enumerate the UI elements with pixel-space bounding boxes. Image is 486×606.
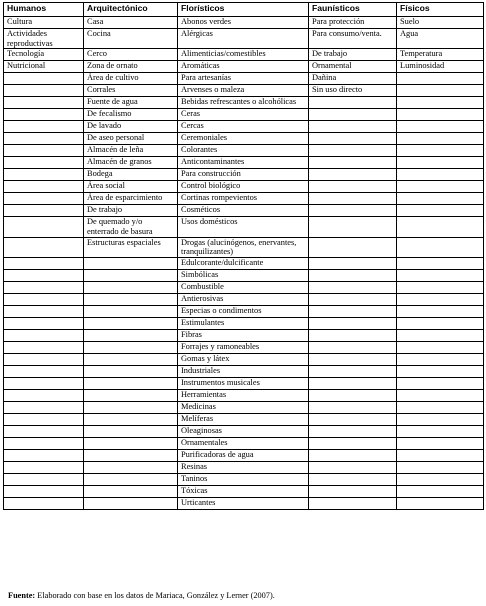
cell-fisicos <box>397 169 484 181</box>
cell-arquitectonico <box>84 329 178 341</box>
cell-fisicos <box>397 461 484 473</box>
cell-fisicos <box>397 485 484 497</box>
cell-arquitectonico <box>84 485 178 497</box>
source-note <box>8 591 275 600</box>
cell-arquitectonico: De lavado <box>84 121 178 133</box>
cell-fisicos <box>397 437 484 449</box>
cell-floristicos: Colorantes <box>178 145 309 157</box>
cell-arquitectonico: De aseo personal <box>84 133 178 145</box>
cell-fisicos <box>397 157 484 169</box>
cell-fisicos <box>397 413 484 425</box>
cell-humanos <box>4 473 84 485</box>
cell-faunisticos <box>309 485 397 497</box>
cell-humanos: Actividades reproductivas <box>4 29 84 49</box>
classification-table <box>3 2 484 510</box>
cell-arquitectonico: Bodega <box>84 169 178 181</box>
cell-humanos: Tecnología <box>4 49 84 61</box>
cell-humanos: Cultura <box>4 17 84 29</box>
cell-floristicos: Drogas (alucinógenos, enervantes, tranquilizantes) <box>178 237 309 257</box>
cell-floristicos: Estimulantes <box>178 317 309 329</box>
cell-humanos <box>4 85 84 97</box>
cell-arquitectonico: Fuente de agua <box>84 97 178 109</box>
table-row <box>4 389 484 401</box>
cell-arquitectonico <box>84 473 178 485</box>
table-row <box>4 317 484 329</box>
cell-arquitectonico: Área de esparcimiento <box>84 193 178 205</box>
cell-arquitectonico <box>84 281 178 293</box>
cell-faunisticos <box>309 449 397 461</box>
cell-humanos <box>4 169 84 181</box>
cell-fisicos <box>397 145 484 157</box>
table-row <box>4 61 484 73</box>
table-row <box>4 485 484 497</box>
cell-arquitectonico <box>84 353 178 365</box>
cell-floristicos: Forrajes y ramoneables <box>178 341 309 353</box>
cell-arquitectonico <box>84 305 178 317</box>
cell-fisicos <box>397 217 484 237</box>
cell-arquitectonico <box>84 449 178 461</box>
cell-fisicos <box>397 305 484 317</box>
cell-humanos <box>4 413 84 425</box>
cell-humanos <box>4 293 84 305</box>
header-fisicos: Físicos <box>397 3 484 17</box>
cell-arquitectonico: Cerco <box>84 49 178 61</box>
cell-fisicos <box>397 237 484 257</box>
cell-humanos <box>4 237 84 257</box>
table-row <box>4 341 484 353</box>
cell-humanos <box>4 257 84 269</box>
cell-arquitectonico <box>84 377 178 389</box>
cell-arquitectonico <box>84 413 178 425</box>
cell-humanos <box>4 121 84 133</box>
cell-floristicos: Aromáticas <box>178 61 309 73</box>
cell-faunisticos <box>309 237 397 257</box>
cell-fisicos <box>397 293 484 305</box>
cell-arquitectonico: Estructuras espaciales <box>84 237 178 257</box>
cell-floristicos: Taninos <box>178 473 309 485</box>
cell-floristicos: Resinas <box>178 461 309 473</box>
cell-fisicos <box>397 389 484 401</box>
table-row <box>4 365 484 377</box>
cell-floristicos: Purificadoras de agua <box>178 449 309 461</box>
cell-arquitectonico <box>84 293 178 305</box>
cell-humanos <box>4 341 84 353</box>
cell-floristicos: Anticontaminantes <box>178 157 309 169</box>
table-row <box>4 377 484 389</box>
table-header-row <box>4 3 484 17</box>
cell-faunisticos <box>309 413 397 425</box>
cell-floristicos: Edulcorante/dulcificante <box>178 257 309 269</box>
cell-humanos <box>4 449 84 461</box>
table-row <box>4 217 484 237</box>
cell-humanos <box>4 485 84 497</box>
cell-floristicos: Urticantes <box>178 497 309 509</box>
cell-floristicos: Cosméticos <box>178 205 309 217</box>
cell-arquitectonico <box>84 269 178 281</box>
classification-table-container <box>3 2 483 510</box>
cell-fisicos <box>397 205 484 217</box>
cell-arquitectonico <box>84 425 178 437</box>
cell-faunisticos <box>309 133 397 145</box>
cell-floristicos: Arvenses o maleza <box>178 85 309 97</box>
cell-humanos <box>4 305 84 317</box>
table-row <box>4 29 484 49</box>
cell-floristicos: Alérgicas <box>178 29 309 49</box>
header-arquitectonico: Arquitectónico <box>84 3 178 17</box>
cell-faunisticos <box>309 157 397 169</box>
cell-fisicos <box>397 193 484 205</box>
header-floristicos: Florísticos <box>178 3 309 17</box>
cell-faunisticos <box>309 97 397 109</box>
cell-floristicos: Para construcción <box>178 169 309 181</box>
cell-faunisticos <box>309 305 397 317</box>
cell-fisicos <box>397 133 484 145</box>
cell-faunisticos <box>309 217 397 237</box>
cell-arquitectonico <box>84 389 178 401</box>
cell-arquitectonico <box>84 257 178 269</box>
table-row <box>4 109 484 121</box>
cell-floristicos: Melíferas <box>178 413 309 425</box>
cell-floristicos: Gomas y látex <box>178 353 309 365</box>
table-row <box>4 461 484 473</box>
cell-arquitectonico: Casa <box>84 17 178 29</box>
table-row <box>4 305 484 317</box>
cell-fisicos: Temperatura <box>397 49 484 61</box>
cell-fisicos <box>397 353 484 365</box>
cell-faunisticos: Dañina <box>309 73 397 85</box>
cell-arquitectonico: Almacén de leña <box>84 145 178 157</box>
cell-fisicos <box>397 317 484 329</box>
cell-fisicos <box>397 365 484 377</box>
cell-humanos <box>4 377 84 389</box>
cell-faunisticos: De trabajo <box>309 49 397 61</box>
source-label: Fuente: <box>8 591 36 600</box>
cell-fisicos: Suelo <box>397 17 484 29</box>
table-row <box>4 145 484 157</box>
cell-faunisticos <box>309 269 397 281</box>
cell-humanos <box>4 497 84 509</box>
cell-fisicos <box>397 341 484 353</box>
table-row <box>4 329 484 341</box>
cell-humanos <box>4 73 84 85</box>
cell-faunisticos <box>309 473 397 485</box>
table-row <box>4 437 484 449</box>
cell-faunisticos: Ornamental <box>309 61 397 73</box>
cell-arquitectonico: Área social <box>84 181 178 193</box>
cell-fisicos <box>397 449 484 461</box>
table-row <box>4 73 484 85</box>
cell-arquitectonico <box>84 365 178 377</box>
cell-arquitectonico: De quemado y/o enterrado de basura <box>84 217 178 237</box>
cell-fisicos <box>397 97 484 109</box>
cell-humanos <box>4 353 84 365</box>
table-row <box>4 193 484 205</box>
cell-faunisticos <box>309 109 397 121</box>
cell-arquitectonico: Cocina <box>84 29 178 49</box>
cell-floristicos: Instrumentos musicales <box>178 377 309 389</box>
table-row <box>4 257 484 269</box>
cell-floristicos: Especias o condimentos <box>178 305 309 317</box>
cell-fisicos <box>397 73 484 85</box>
cell-humanos <box>4 145 84 157</box>
cell-faunisticos <box>309 169 397 181</box>
header-faunisticos: Faunísticos <box>309 3 397 17</box>
cell-floristicos: Control biológico <box>178 181 309 193</box>
cell-floristicos: Fibras <box>178 329 309 341</box>
cell-fisicos <box>397 497 484 509</box>
cell-faunisticos <box>309 353 397 365</box>
cell-fisicos <box>397 473 484 485</box>
table-row <box>4 237 484 257</box>
cell-arquitectonico <box>84 317 178 329</box>
cell-humanos <box>4 437 84 449</box>
cell-humanos <box>4 365 84 377</box>
cell-humanos <box>4 217 84 237</box>
cell-arquitectonico <box>84 401 178 413</box>
header-humanos: Humanos <box>4 3 84 17</box>
cell-floristicos: Ceremoniales <box>178 133 309 145</box>
table-row <box>4 205 484 217</box>
cell-fisicos <box>397 85 484 97</box>
cell-floristicos: Bebidas refrescantes o alcohólicas <box>178 97 309 109</box>
table-row <box>4 401 484 413</box>
cell-fisicos <box>397 425 484 437</box>
cell-humanos <box>4 157 84 169</box>
cell-floristicos: Industriales <box>178 365 309 377</box>
table-row <box>4 85 484 97</box>
table-row <box>4 293 484 305</box>
cell-floristicos: Antierosivas <box>178 293 309 305</box>
cell-faunisticos <box>309 461 397 473</box>
cell-faunisticos <box>309 365 397 377</box>
cell-floristicos: Ornamentales <box>178 437 309 449</box>
cell-humanos <box>4 193 84 205</box>
cell-humanos <box>4 329 84 341</box>
cell-fisicos <box>397 269 484 281</box>
source-text: Elaborado con base en los datos de Mariaca, González y Lerner (2007). <box>35 591 275 600</box>
table-row <box>4 497 484 509</box>
table-body <box>4 17 484 510</box>
cell-faunisticos <box>309 401 397 413</box>
cell-humanos <box>4 461 84 473</box>
table-row <box>4 281 484 293</box>
cell-floristicos: Herramientas <box>178 389 309 401</box>
table-row <box>4 121 484 133</box>
cell-fisicos <box>397 329 484 341</box>
cell-faunisticos <box>309 317 397 329</box>
cell-faunisticos <box>309 293 397 305</box>
cell-fisicos: Agua <box>397 29 484 49</box>
table-row <box>4 169 484 181</box>
cell-arquitectonico: De fecalismo <box>84 109 178 121</box>
table-row <box>4 353 484 365</box>
cell-faunisticos <box>309 181 397 193</box>
table-row <box>4 133 484 145</box>
cell-fisicos <box>397 401 484 413</box>
cell-floristicos: Cortinas rompevientos <box>178 193 309 205</box>
cell-faunisticos <box>309 329 397 341</box>
cell-humanos <box>4 389 84 401</box>
cell-arquitectonico: Corrales <box>84 85 178 97</box>
cell-faunisticos <box>309 425 397 437</box>
cell-fisicos <box>397 257 484 269</box>
table-row <box>4 473 484 485</box>
cell-faunisticos <box>309 437 397 449</box>
cell-fisicos <box>397 281 484 293</box>
cell-arquitectonico: Área de cultivo <box>84 73 178 85</box>
cell-arquitectonico: Almacén de granos <box>84 157 178 169</box>
table-row <box>4 97 484 109</box>
cell-fisicos <box>397 181 484 193</box>
cell-floristicos: Simbólicas <box>178 269 309 281</box>
cell-arquitectonico: Zona de ornato <box>84 61 178 73</box>
cell-arquitectonico: De trabajo <box>84 205 178 217</box>
cell-fisicos: Luminosidad <box>397 61 484 73</box>
table-row <box>4 181 484 193</box>
cell-floristicos: Abonos verdes <box>178 17 309 29</box>
table-row <box>4 157 484 169</box>
cell-faunisticos <box>309 205 397 217</box>
cell-humanos <box>4 281 84 293</box>
table-row <box>4 413 484 425</box>
cell-humanos <box>4 317 84 329</box>
cell-floristicos: Oleaginosas <box>178 425 309 437</box>
table-row <box>4 269 484 281</box>
cell-humanos <box>4 269 84 281</box>
cell-arquitectonico <box>84 497 178 509</box>
cell-faunisticos: Para protección <box>309 17 397 29</box>
cell-fisicos <box>397 377 484 389</box>
table-row <box>4 425 484 437</box>
cell-faunisticos: Para consumo/venta. <box>309 29 397 49</box>
table-row <box>4 449 484 461</box>
cell-arquitectonico <box>84 341 178 353</box>
cell-arquitectonico <box>84 461 178 473</box>
cell-humanos <box>4 97 84 109</box>
cell-floristicos: Cercas <box>178 121 309 133</box>
cell-floristicos: Para artesanías <box>178 73 309 85</box>
cell-faunisticos <box>309 145 397 157</box>
cell-humanos <box>4 109 84 121</box>
cell-faunisticos <box>309 497 397 509</box>
cell-floristicos: Tóxicas <box>178 485 309 497</box>
cell-faunisticos <box>309 281 397 293</box>
cell-fisicos <box>397 121 484 133</box>
cell-humanos: Nutricional <box>4 61 84 73</box>
cell-floristicos: Usos domésticos <box>178 217 309 237</box>
table-row <box>4 49 484 61</box>
cell-floristicos: Combustible <box>178 281 309 293</box>
cell-humanos <box>4 401 84 413</box>
cell-floristicos: Alimenticias/comestibles <box>178 49 309 61</box>
cell-floristicos: Ceras <box>178 109 309 121</box>
cell-humanos <box>4 425 84 437</box>
cell-faunisticos <box>309 341 397 353</box>
cell-fisicos <box>397 109 484 121</box>
cell-faunisticos <box>309 257 397 269</box>
cell-arquitectonico <box>84 437 178 449</box>
cell-faunisticos <box>309 121 397 133</box>
cell-humanos <box>4 205 84 217</box>
cell-faunisticos <box>309 377 397 389</box>
cell-humanos <box>4 181 84 193</box>
cell-faunisticos <box>309 389 397 401</box>
table-row <box>4 17 484 29</box>
cell-faunisticos: Sin uso directo <box>309 85 397 97</box>
cell-faunisticos <box>309 193 397 205</box>
cell-floristicos: Medicinas <box>178 401 309 413</box>
cell-humanos <box>4 133 84 145</box>
